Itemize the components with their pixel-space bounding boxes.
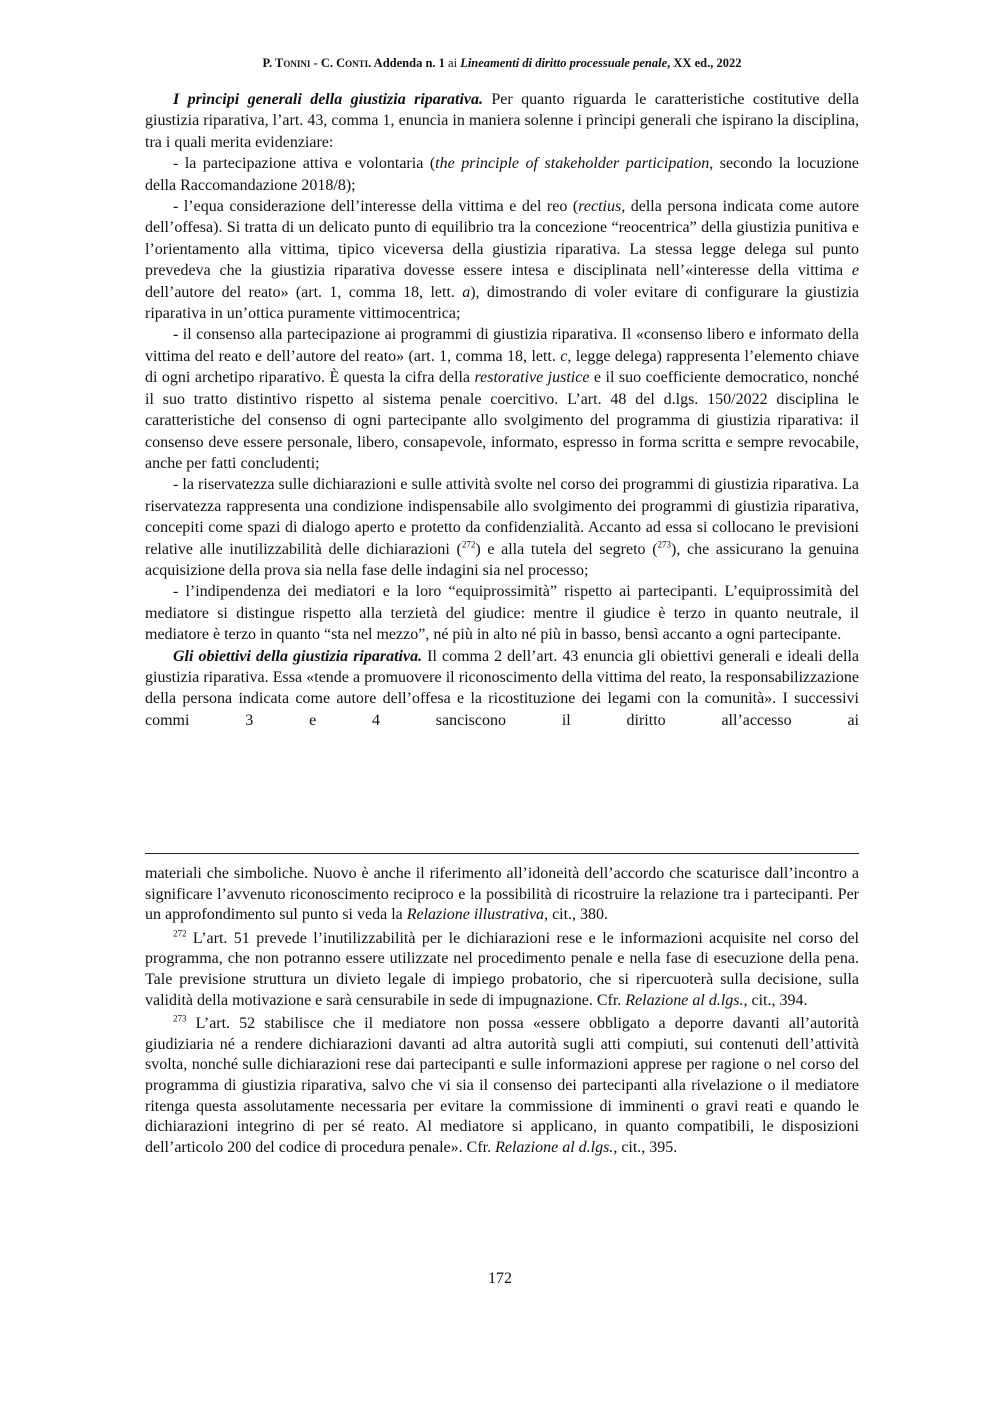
text-run: , legge delega) rappresenta l’elemento chiave di ogni archetipo riparativo. È questa la cifra della [145, 347, 860, 387]
text-run: - il consenso alla partecipazione ai programmi di giustizia riparativa. Il «consenso libero e informato della vittima del reato e dell’autore del reato» (art. 1, comma 18, lett. [145, 326, 859, 365]
text-run: , cit., 394. [743, 991, 808, 1009]
footnote-number: 273 [173, 1013, 187, 1024]
text-run: e il suo coefficiente democratico, nonché il suo tratto distintivo rispetto al sistema penale coercitivo. L’art. 48 del d.lgs. 150/2022 disciplina le caratteristiche del consenso di ogni partecipante allo svolgimento del programma di giustizia riparativa: il consenso deve essere personale, libero, consapevole, informato, espresso in forma scritta e sempre revocabile, anche per fatti concludenti; [145, 369, 860, 472]
text-run: , cit., 395. [613, 1138, 678, 1156]
text-run: - la partecipazione attiva e volontaria ( [173, 155, 436, 173]
paragraph-principles-intro [145, 89, 859, 153]
paragraph-text: Per quanto riguarda le caratteristiche costitutive della giustizia riparativa, l’art. 43, comma 1, enuncia in maniera solenne i prìncipi generali che ispirano la disciplina, tra i quali merita evidenziare: [145, 91, 859, 151]
main-text [145, 89, 859, 731]
footnotes [145, 864, 859, 1161]
footnote-separator [145, 853, 859, 854]
header-book-title: Lineamenti di diritto processuale penale [460, 56, 668, 70]
paragraph-confidentiality [145, 474, 859, 581]
italic-run: e [851, 262, 859, 280]
paragraph-equal-consideration [145, 196, 859, 324]
italic-run: Relazione al d.lgs. [495, 1138, 614, 1156]
text-run: - l’equa considerazione dell’interesse della vittima e del reo ( [173, 198, 579, 216]
text-run: dell’autore del reato» (art. 1, comma 18, lett. [145, 283, 463, 301]
italic-run: c [560, 347, 568, 365]
paragraph-consent [145, 324, 859, 474]
text-run: ) e alla tutela del segreto ( [475, 540, 658, 558]
text-run: ), che assicurano la genuina acquisizione della prova sia nella fase delle indagini sia nel processo; [145, 540, 860, 579]
text-run: , secondo la locuzione della Raccomandazione 2018/8); [145, 155, 860, 194]
document-page [145, 56, 860, 1156]
text-run: ), dimostrando di voler evitare di configurare la giustizia riparativa in un’ottica puramente vittimocentrica; [145, 283, 859, 323]
header-addenda: . Addenda n. 1 [368, 56, 449, 70]
text-run: L’art. 51 prevede l’inutilizzabilità per le dichiarazioni rese e le informazioni acquisite nel corso del programma, che non potranno essere utilizzate nel procedimento penale e nella fase di esecuzione della pena. Tale previsione struttura un divieto legale di impiego probatorio, che si ripercuoterà sulla decisione, sulla validità della motivazione e sarà censurabile in sede di impugnazione. Cfr. [145, 929, 859, 1009]
paragraph-objectives [145, 646, 859, 732]
header-separator: - [310, 56, 321, 70]
italic-run: restorative justice [474, 369, 590, 387]
section-heading-principles: I prìncipi generali della giustizia riparativa. [173, 91, 484, 108]
text-run: materiali che simboliche. Nuovo è anche il riferimento all’idoneità dell’accordo che scaturisce dall’incontro a significare l’avvenuto riconoscimento reciproco e la possibilità di ricostruire la relazione tra i partecipanti. Per un approfondimento sul punto si veda la [145, 865, 859, 924]
italic-run: the principle of stakeholder participation [435, 155, 710, 173]
page-number: 172 [488, 1270, 512, 1287]
text-run: della persona indicata come autore dell’offesa). Si tratta di un delicato punto di equilibrio tra la concezione “reocentrica” della giustizia punitiva e l’orientamento alla vittima, tipico viceversa della giustizia riparativa. La stessa legge delega sul punto prevedeva che la giustizia riparativa dovesse essere intesa e disciplinata nell’«interesse della vittima [145, 198, 859, 280]
italic-run: a [462, 283, 471, 301]
paragraph-text: Il comma 2 dell’art. 43 enuncia gli obiettivi generali e ideali della giustizia riparativa. Essa «tende a promuovere il riconoscimento della vittima del reato, la responsabilizzazione della persona indicata come autore dell’offesa e la ricostituzione dei legami con la comunità». I successivi commi 3 e 4 sanciscono il diritto all’accesso ai [145, 647, 859, 729]
section-heading-objectives: Gli obiettivi della giustizia riparativa. [173, 647, 423, 665]
header-ai: ai [448, 56, 461, 70]
italic-run: Relazione illustrativa [406, 906, 545, 924]
footnote-continuation [145, 864, 859, 926]
header-author-1: P. Tonini [262, 56, 311, 70]
italic-run: rectius, [578, 198, 626, 216]
text-run: , cit., 380. [544, 906, 609, 924]
running-header [145, 56, 859, 71]
header-edition: , XX ed., 2022 [667, 56, 742, 70]
italic-run: Relazione al d.lgs. [625, 991, 744, 1009]
header-author-2: C. Conti [320, 56, 369, 70]
text-run: - la riservatezza sulle dichiarazioni e sulle attività svolte nel corso dei programmi di giustizia riparativa. La riservatezza rappresenta una condizione indispensabile allo svolgimento dei programmi di giustizia riparativa, concepiti come spazi di dialogo aperto e protetto da confidenzialità. Accanto ad essa si collocano le previsioni relative alle inutilizzabilità delle dichiarazioni ( [145, 476, 859, 558]
footnote-number: 272 [173, 928, 187, 939]
footnote-ref-272[interactable]: 272 [461, 539, 476, 550]
paragraph-participation [145, 153, 859, 196]
footnote-273 [145, 1014, 859, 1158]
footnote-272 [145, 929, 859, 1011]
paragraph-mediator-independence: - l’indipendenza dei mediatori e la loro “equiprossimità” rispetto ai partecipanti. L’equiprossimità del mediatore si distingue rispetto alla terzietà del giudice: mentre il giudice è terzo in quanto neutrale, il mediatore è terzo in quanto “sta nel mezzo”, né più in alto né più in basso, bensì accanto a ogni partecipante. [145, 583, 859, 644]
text-run: L’art. 52 stabilisce che il mediatore non possa «essere obbligato a deporre davanti all’autorità giudiziaria né a rendere dichiarazioni davanti ad altra autorità sugli atti compiuti, sui contenuti dell’attività svolta, nonché sulle dichiarazioni rese dai partecipanti e sulle informazioni apprese per ragione o nel corso del programma di giustizia riparativa, salvo che vi sia il consenso dei partecipanti alla rivelazione o il mediatore ritenga questa assolutamente necessaria per evitare la commissione di imminenti o gravi reati e quando le dichiarazioni integrino di per sé reato. Al mediatore si applicano, in quanto compatibili, le disposizioni dell’articolo 200 del codice di procedura penale». Cfr. [145, 1015, 859, 1156]
footnote-ref-273[interactable]: 273 [657, 539, 672, 550]
